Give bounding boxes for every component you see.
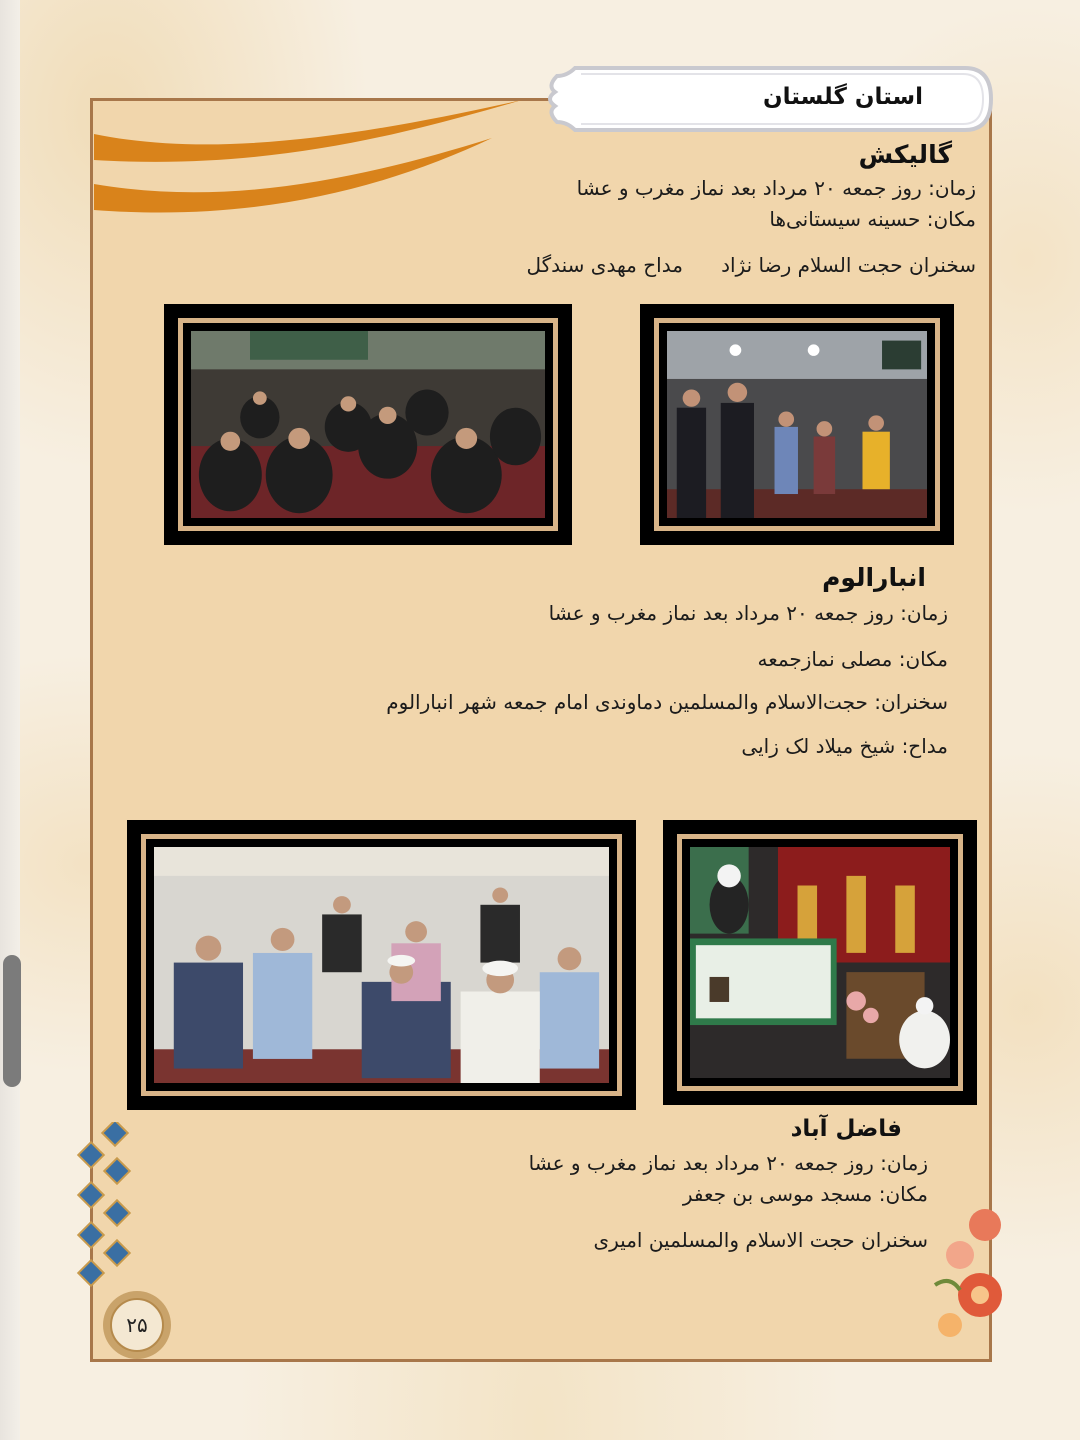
province-title-banner xyxy=(545,62,993,136)
section-time-line: زمان: روز جمعه ۲۰ مرداد بعد نماز مغرب و عشا xyxy=(548,601,948,625)
section-location-line: مکان: حسینه سیستانی‌ها xyxy=(769,207,976,231)
flower-decoration xyxy=(930,1195,1002,1355)
scrollbar-track[interactable] xyxy=(0,0,20,1440)
section-location-line: مکان: مسجد موسی بن جعفر xyxy=(682,1182,928,1206)
section-heading-fazelabad: فاضل آباد xyxy=(790,1116,902,1142)
section-time-line: زمان: روز جمعه ۲۰ مرداد بعد نماز مغرب و عشا xyxy=(528,1151,928,1175)
event-photo-anbarolum-speaker xyxy=(663,820,977,1105)
section-heading-anbarolum: انبارالوم xyxy=(822,563,926,592)
event-photo-galikesh-standing xyxy=(640,304,954,545)
section-heading-galikesh: گالیکش xyxy=(858,140,952,169)
section-speaker-line: سخنران حجت السلام رضا نژاد مداح مهدی سندگل xyxy=(526,253,976,277)
section-eulogist-line: مداح: شیخ میلاد لک زایی xyxy=(741,734,948,758)
page-number: ۲۵ xyxy=(126,1313,148,1337)
diamond-ornament-decoration xyxy=(72,1122,142,1292)
section-time-line: زمان: روز جمعه ۲۰ مرداد بعد نماز مغرب و عشا xyxy=(576,176,976,200)
event-photo-anbarolum-audience xyxy=(127,820,636,1110)
province-title: استان گلستان xyxy=(763,84,923,110)
event-photo-galikesh-seated xyxy=(164,304,572,545)
section-speaker-line: سخنران حجت الاسلام والمسلمین امیری xyxy=(593,1228,928,1252)
page-number-badge xyxy=(100,1288,174,1362)
scrollbar-thumb[interactable] xyxy=(3,955,21,1087)
section-speaker-line: سخنران: حجت‌الاسلام والمسلمین دماوندی امام جمعه شهر انبارالوم xyxy=(386,690,948,714)
section-location-line: مکان: مصلی نمازجمعه xyxy=(757,647,948,671)
orange-swoosh-decoration xyxy=(92,98,532,238)
